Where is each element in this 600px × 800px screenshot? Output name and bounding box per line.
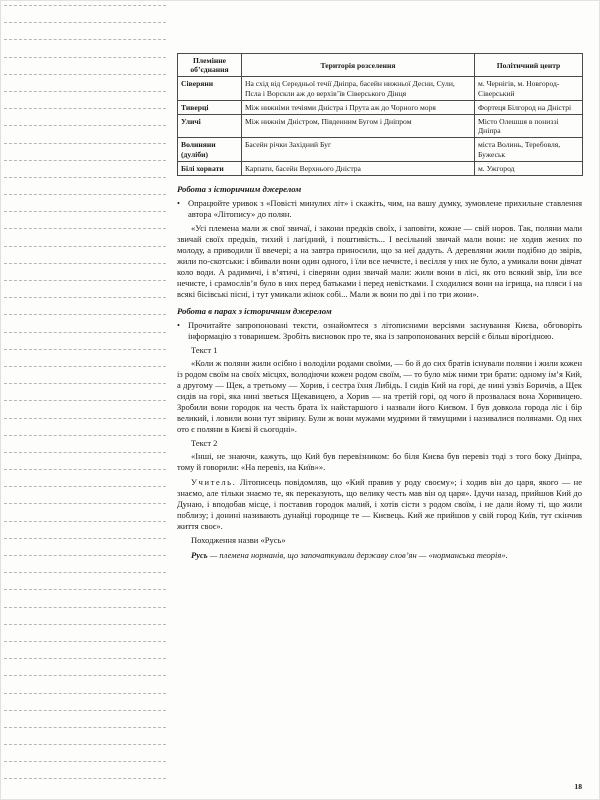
table-row xyxy=(178,77,583,100)
margin-rule-line xyxy=(4,589,166,606)
center-cell: м. Чернігів, м. Новгород-Сіверський xyxy=(475,77,583,100)
margin-rule-line xyxy=(4,572,166,589)
margin-rule-line xyxy=(4,280,166,297)
margin-rule-line xyxy=(4,658,166,675)
tribe-cell: Білі хорвати xyxy=(178,161,242,175)
margin-rule-line xyxy=(4,228,166,245)
tribe-cell: Волиняни (дуліби) xyxy=(178,138,242,161)
center-cell: Фортеця Білгород на Дністрі xyxy=(475,100,583,114)
tribe-cell: Сіверяни xyxy=(178,77,242,100)
center-cell: м. Ужгород xyxy=(475,161,583,175)
table-header-cell: Політичний центр xyxy=(475,54,583,77)
margin-rule-line xyxy=(4,469,166,486)
table-header-row xyxy=(178,54,583,77)
margin-rule-line xyxy=(4,555,166,572)
table-row xyxy=(178,161,583,175)
territory-cell: Карпати, басейн Верхнього Дністра xyxy=(242,161,475,175)
bullet-text: Опрацюйте уривок з «Повісті минулих літ» і скажіть, чим, на вашу думку, зумовлене прихильне ставлення автора «Літопису» до полян. xyxy=(188,198,582,220)
margin-rule-line xyxy=(4,624,166,641)
tribes-table xyxy=(177,53,583,176)
margin-rule-line xyxy=(4,125,166,142)
margin-rule-line xyxy=(4,503,166,520)
territory-cell: Між нижнім Дністром, Південним Бугом і Дніпром xyxy=(242,115,475,138)
margin-rule-line xyxy=(4,778,166,795)
bullet-text: Прочитайте запропоновані тексти, ознайомтеся з літописними версіями заснування Києва, обговоріть інформацію з товаришем. Зробіть висновок про те, яка із запропонованих версій є більш вірогідною. xyxy=(188,320,582,342)
page-content xyxy=(177,53,582,561)
margin-rule-line xyxy=(4,418,166,435)
margin-rule-line xyxy=(4,727,166,744)
quote-paragraph: «Інші, не знаючи, кажуть, що Кий був перевізником: бо біля Києва був перевіз тоді з того боку Дніпра, тому й говорили: «На перевіз, на Київ»». xyxy=(177,451,582,473)
margin-rule-line xyxy=(4,57,166,74)
margin-rule-line xyxy=(4,366,166,383)
paragraph-lead: Русь xyxy=(191,550,208,561)
table-body xyxy=(178,77,583,176)
margin-rule-line xyxy=(4,693,166,710)
margin-rule-line xyxy=(4,22,166,39)
margin-rule-line xyxy=(4,349,166,366)
margin-rule-line xyxy=(4,607,166,624)
margin-rule-line xyxy=(4,74,166,91)
teacher-paragraph: Учитель. Літописець повідомляв, що «Кий правив у роду своєму»; і ходив він до царя, якого — не знаємо, але тільки знаємо те, як переказують, що велику честь мав він од царя». Ідучи назад, прийшов Кий до Дунаю, і вподобав місце, і поставив городок малий, і хотів сісти з родом своїм, і не дали йому ті, що жили поблизу; і донині називають дунайці городище те — Києвець. Кий же прийшов у свій город Київ, тут скінчив життя своє». xyxy=(177,477,582,532)
margin-rule-line xyxy=(4,108,166,125)
text-label: Походження назви «Русь» xyxy=(191,535,286,546)
margin-rule-line xyxy=(4,5,166,22)
margin-rule-line xyxy=(4,177,166,194)
center-cell: міста Волинь, Теребовля, Бужеськ xyxy=(475,138,583,161)
paragraph-lead: Учитель. xyxy=(191,477,237,488)
margin-rule-line xyxy=(4,521,166,538)
bullet-item xyxy=(177,198,582,220)
territory-cell: Між нижніми течіями Дністра і Прута аж до Чорного моря xyxy=(242,100,475,114)
margin-rule-line xyxy=(4,297,166,314)
section-heading: Робота в парах з історичним джерелом xyxy=(177,306,332,317)
margin-rule-line xyxy=(4,246,166,263)
margin-rule-line xyxy=(4,211,166,228)
table-header-cell: Територія розселення xyxy=(242,54,475,77)
margin-rules xyxy=(4,5,166,797)
margin-rule-line xyxy=(4,400,166,417)
margin-rule-line xyxy=(4,314,166,331)
margin-rule-line xyxy=(4,452,166,469)
quote-paragraph: «Коли ж поляни жили осібно і володіли родами своїми, — бо й до сих братів існували поляни і жили кожен із родом своїм на своїх місцях, володіючи кожен родом своїм, — то було між ними три брати: одному ім’я Кий, а другому — Щек, а третьому — Хорив, і сестра їхня Либідь. І сидів Кий на горі, де нині узвіз Боричів, а Щек сидів на горі, яка нині зветься Щекавицею, а Хорив — на третій горі, од чого й прозвалася вона Хоривицею. Зробили вони городок на честь брата їх найстаршого і назвали його Києвом. І був довкола города ліс і бір великий, і ловили вони тут звірину. Були ж вони мужами мудрими й тямущими і називалися полянами. Од них ото є поляни в Києві й сьогодні». xyxy=(177,358,582,435)
margin-rule-line xyxy=(4,675,166,692)
table-row xyxy=(178,138,583,161)
margin-rule-line xyxy=(4,91,166,108)
margin-rule-line xyxy=(4,435,166,452)
bullet-icon: • xyxy=(177,320,180,331)
margin-rule-line xyxy=(4,710,166,727)
bullet-item xyxy=(177,320,582,342)
margin-rule-line xyxy=(4,641,166,658)
margin-rule-line xyxy=(4,538,166,555)
text-label: Текст 1 xyxy=(191,345,218,356)
quote-paragraph: «Усі племена мали ж свої звичаї, і закони предків своїх, і заповіти, кожне — свій норов. Так, поляни мали звичай своїх предків, тихий і лагідний, і поштивість... І весільний звичай мали вони: не ходив жених по молоду, а приводили її ввечері; а на завтра приносили, що за неї дадуть. А деревляни жили подібно до звірів, жили по-скотськи: і вбивали вони один одного, і їли все нечисте, і весілля у них не було, а умикали вони дівчат коло води. А радимичі, і в’ятичі, і сіверяни один звичай мали: жили вони в лісі, як ото всякий звір, їли все нечисте, і срамослів’я було в них перед батьками і перед невістками. І сходилися вони на ігрища, на пляси і на всякі бісівські пісні, і тут умикали жінок собі... Мали ж вони по дві і по три жони». xyxy=(177,223,582,300)
table-row xyxy=(178,100,583,114)
territory-cell: Басейн річки Західний Буг xyxy=(242,138,475,161)
definition-paragraph: Русь — племена норманів, що започаткували державу слов’ян — «норманська теорія». xyxy=(191,550,508,561)
margin-rule-line xyxy=(4,332,166,349)
territory-cell: На схід від Середньої течії Дніпра, басейн нижньої Десни, Сули, Псла і Ворскли аж до верхів’їв Сіверського Дінця xyxy=(242,77,475,100)
margin-rule-line xyxy=(4,194,166,211)
tribe-cell: Уличі xyxy=(178,115,242,138)
bullet-icon: • xyxy=(177,198,180,209)
table-header-cell: Племінне об’єднання xyxy=(178,54,242,77)
tribe-cell: Тиверці xyxy=(178,100,242,114)
margin-rule-line xyxy=(4,143,166,160)
table-row xyxy=(178,115,583,138)
content-blocks xyxy=(177,184,582,561)
margin-rule-line xyxy=(4,383,166,400)
margin-rule-line xyxy=(4,39,166,56)
text-label: Текст 2 xyxy=(191,438,218,449)
margin-rule-line xyxy=(4,160,166,177)
center-cell: Місто Олешшя в пониззі Дніпра xyxy=(475,115,583,138)
margin-rule-line xyxy=(4,761,166,778)
margin-rule-line xyxy=(4,486,166,503)
margin-rule-line xyxy=(4,744,166,761)
page-number: 18 xyxy=(574,782,582,791)
margin-rule-line xyxy=(4,263,166,280)
section-heading: Робота з історичним джерелом xyxy=(177,184,302,195)
